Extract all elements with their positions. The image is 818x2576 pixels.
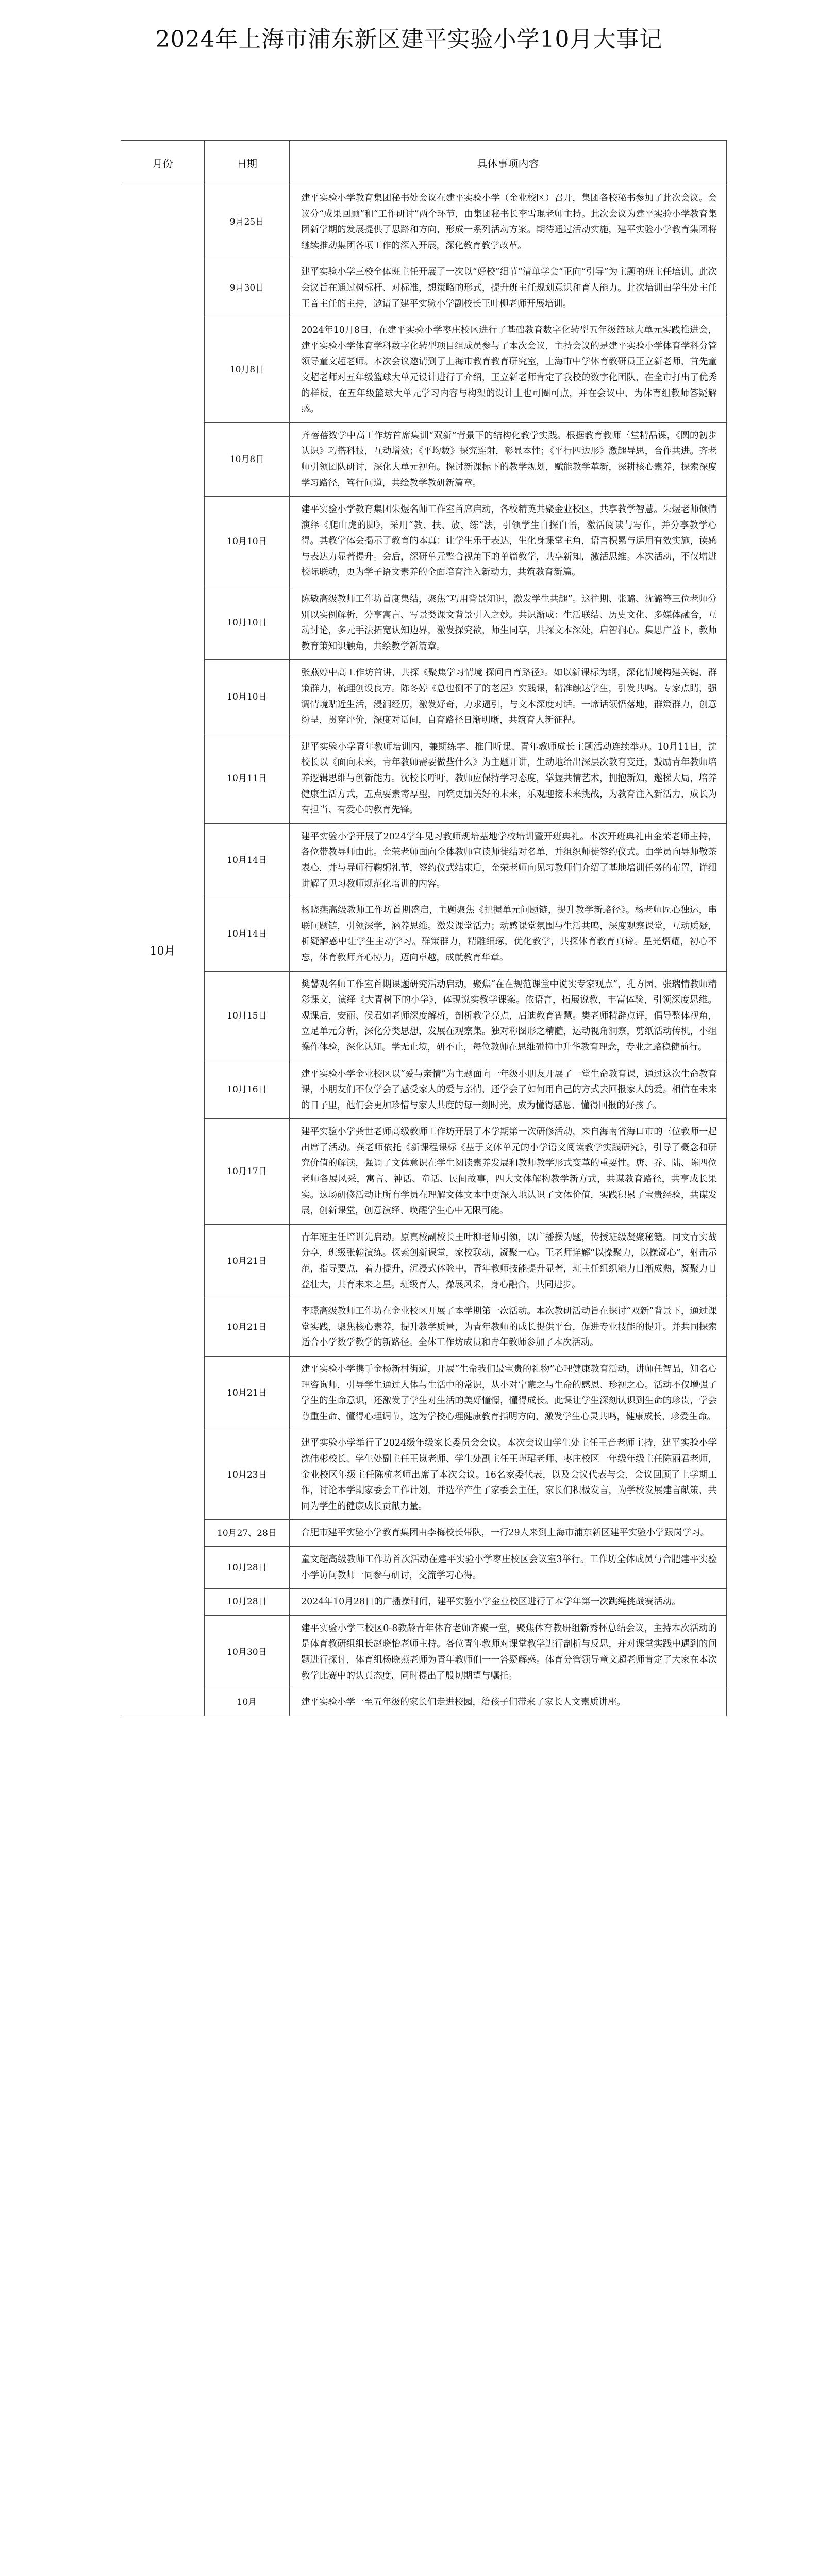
table-row	[121, 586, 727, 660]
content-cell: 陈敏高级教师工作坊首度集结，聚焦“巧用背景知识，激发学生共趣”。这往期、张璐、沈潞等三位老师分别以实例解析，分享寓言、写景类课文背景引入之妙。共识渐成：生活联结、历史文化、多媒体融合，互动讨论，多元手法拓宽认知边界，激发探究欲，师生同享，共探文本深处，启智润心。集思广益下，教师教育策知识触角，共绘教学新篇章。	[290, 586, 727, 660]
content-cell: 建平实验小学携手金杨新村街道，开展“生命我们最宝贵的礼物”心理健康教育活动，讲师任智晶，知名心理咨询师，引导学生通过人体与生活中的常识，从小对宁蒙之与生命的感恩、珍视之心。活动不仅增强了学生的生命意识，还激发了学生对生活的美好憧憬，懂得成长。此课让学生深刻认识到生命的珍贵，学会尊重生命、懂得心理调节，这为学校心理健康教育指明方向，激发学生心灵共鸣，健康成长，珍爱生命。	[290, 1357, 727, 1430]
table-row	[121, 185, 727, 259]
date-cell: 10月21日	[205, 1224, 290, 1298]
content-cell: 建平实验小学龚世老师高级教师工作坊开展了本学期第一次研修活动，来自海南省海口市的三位教师一起出席了活动。龚老师依托《新课程课标《基于文体单元的小学语文阅读教学实践研究》，引导了概念和研究价值的解读，强调了文体意识在学生阅读素养发展和教师教学形式变革的重要性。唐、乔、陆、陈四位老师各展风采，寓言、神话、童话、民间故事，四大文体解构教学新方式，共谋教育路径，共享成长果实。这场研修活动让所有学员在理解文体文本中更深入地认识了文体价值，实践积累了宝贵经验，共谋发展，创新课堂，创意演绎、唤醒学生心中无限可能。	[290, 1119, 727, 1225]
table-row	[121, 1357, 727, 1430]
content-cell: 合肥市建平实验小学教育集团由李梅校长带队，一行29人来到上海市浦东新区建平实验小学跟岗学习。	[290, 1520, 727, 1547]
table-row	[121, 259, 727, 317]
content-cell: 李璟高级教师工作坊在金业校区开展了本学期第一次活动。本次教研活动旨在探讨“双新”背景下，通过课堂实践，聚焦核心素养，提升教学质量，为青年教师的成长提供平台，促进专业技能的提升。并共同探索适合小学数学教学的新路径。全体工作坊成员和青年教师参加了本次活动。	[290, 1298, 727, 1357]
content-cell: 张燕婷中高工作坊首讲，共探《聚焦学习情境 探问自育路径》。如以新课标为纲，深化情境构建关键，群策群力，梳理创设良方。陈冬婷《总也倒不了的老屋》实践课，精准触达学生，引发共鸣。专家点睛，强调情境贴近生活，浸润经历，激发好奇，力求逼引，与文本深度对话。一席话领悟落地，群策群力，创意纷呈，贯穿评价，深度对话间，自育路径日渐明晰，共筑育人新征程。	[290, 660, 727, 734]
table-row	[121, 1119, 727, 1225]
content-cell: 建平实验小学三校区0-8教龄青年体育老师齐聚一堂，聚焦体育教研组新秀杯总结会议，主持本次活动的是体育教研组组长赵晓怡老师主持。各位青年教师对课堂教学进行剖析与反思，并对课堂实践中遇到的问题进行探讨，体育组杨晓燕老师为青年教师们一一答疑解惑。体育分管领导童文超老师肯定了大家在本次教学比赛中的认真态度，同时提出了殷切期望与嘱托。	[290, 1615, 727, 1689]
content-cell: 建平实验小学青年教师培训内，兼期练字、推门听课、青年教师成长主题活动连续举办。10月11日，沈校长以《面向未来，青年教师需要做些什么》为主题开讲，生动地给出深层次教育变迁，鼓励青年教师培养逻辑思维与创新能力。沈校长呼吁，教师应保持学习态度，掌握共情艺术，拥抱新知，邀梯大局，培养健康生活方式，五点要素寄厚望，同筑更加美好的未来，乐观迎接未来挑战，为教育注入新活力，成长为有担当、有爱心的教育先锋。	[290, 734, 727, 823]
table-row	[121, 660, 727, 734]
table-row	[121, 1546, 727, 1588]
date-cell: 10月16日	[205, 1061, 290, 1119]
date-cell: 10月8日	[205, 317, 290, 423]
date-cell: 10月10日	[205, 660, 290, 734]
date-cell: 10月	[205, 1689, 290, 1716]
content-cell: 建平实验小学金业校区以“爱与亲情”为主题面向一年级小朋友开展了一堂生命教育课，通过这次生命教育课，小朋友们不仅学会了感受家人的爱与亲情，还学会了如何用自己的方式去回报家人的爱。相信在未来的日子里，他们会更加珍惜与家人共度的每一刻时光，成为懂得感恩、懂得回报的好孩子。	[290, 1061, 727, 1119]
table-row	[121, 1430, 727, 1520]
date-cell: 10月27、28日	[205, 1520, 290, 1547]
content-cell: 建平实验小学教育集团秘书处会议在建平实验小学（金业校区）召开，集团各校秘书参加了此次会议。会议分“成果回顾”和“工作研讨”两个环节，由集团秘书长李雪琨老师主持。此次会议为建平实验小学教育集团新学期的发展提供了思路和方向，形成一系列活动方案。期待通过活动实施，建平实验小学教育集团将继续推动集团各项工作的深入开展，深化教育教学改革。	[290, 185, 727, 259]
page-title: 2024年上海市浦东新区建平实验小学10月大事记	[155, 26, 663, 53]
table-row	[121, 1615, 727, 1689]
date-cell: 10月21日	[205, 1298, 290, 1357]
content-cell: 樊馨观名师工作室首期课题研究活动启动，聚焦“在在规范课堂中说实专家观点”，孔方园、张瑞情教师精彩课文，演绎《大青树下的小学》，体现说实教学课案。依语言，拓展说教，丰富体验，引领深度思维。观课后，安丽、侯君如老师深度解析，剖析教学亮点，启迪教育智慧。樊老师精辟点评，倡导整体视角，立足单元分析，深化分类思想，发展在观察集。独对称图形之精髓，运动视角洞察，剪纸活动传机，小组操作体验，深化认知。学无止境，研不止，每位教师在思维碰撞中升华教育理念，专业之路稳健前行。	[290, 971, 727, 1061]
date-cell: 9月30日	[205, 259, 290, 317]
month-cell: 10月	[121, 185, 205, 1716]
date-cell: 10月14日	[205, 823, 290, 897]
events-table	[121, 140, 727, 1716]
table-row	[121, 734, 727, 823]
header-content: 具体事项内容	[290, 141, 727, 185]
date-cell: 10月14日	[205, 897, 290, 971]
content-cell: 杨晓燕高级教师工作坊首期盛启，主题聚焦《把握单元问题链，提升教学新路径》。杨老师匠心独运，串联问题链，引领深学，涵养思维。激发课堂活力；动感课堂氛围与生活共鸣，深度观察课堂，互动质疑，析疑解惑中让学生主动学习。群策群力，精雕细琢，优化教学，共探体育教育真谛。星光熠耀，初心不忘，体育教师齐心协力，迈向卓越，成就教育华章。	[290, 897, 727, 971]
table-row	[121, 1520, 727, 1547]
date-cell: 9月25日	[205, 185, 290, 259]
table-row	[121, 897, 727, 971]
content-cell: 建平实验小学教育集团朱煜名师工作室首席启动，各校精英共聚金业校区，共享教学智慧。朱煜老师倾情演绎《爬山虎的脚》，采用“教、扶、放、练”法，引领学生自探自悟，激活阅读与写作，并分享教学心得。其教学体会揭示了教育的本真：让学生乐于表达，生化身课堂主角，语言积累与运用有效实施，读感与表达力显著提升。会后，深研单元整合视角下的单篇教学，共享新知，激活思维。本次活动，不仅增进校际联动，更为学子语文素养的全面培育注入新动力，共筑教育新篇。	[290, 497, 727, 586]
events-table-body	[121, 185, 727, 1716]
content-cell: 建平实验小学开展了2024学年见习教师规培基地学校培训暨开班典礼。本次开班典礼由金荣老师主持，各位带教导师由此。金荣老师面向全体教师宣读师徒结对名单，并组织师徒签约仪式。由学员向导师敬茶表心，并与导师行鞠躬礼节，签约仪式结束后，金荣老师向见习教师们介绍了基地培训任务的布置，详细讲解了见习教师规范化培训的内容。	[290, 823, 727, 897]
table-row	[121, 497, 727, 586]
date-cell: 10月28日	[205, 1589, 290, 1616]
header-date: 日期	[205, 141, 290, 185]
table-row	[121, 1689, 727, 1716]
content-cell: 建平实验小学举行了2024级年级家长委员会会议。本次会议由学生处主任王音老师主持，建平实验小学沈伟彬校长、学生处副主任王岚老师、学生处副主任王瑾珺老师、枣庄校区一年级年级主任陈丽君老师，金业校区年级主任陈杭老师出席了本次会议。16名家委代表，以及会议代表与会，会议回顾了上学期工作，讨论本学期家委会工作计划，并选举产生了家委会主任，家长们积极发言，为学校发展建言献策，共同为学生的健康成长贡献力量。	[290, 1430, 727, 1520]
date-cell: 10月15日	[205, 971, 290, 1061]
date-cell: 10月23日	[205, 1430, 290, 1520]
table-row	[121, 1061, 727, 1119]
content-cell: 童文超高级教师工作坊首次活动在建平实验小学枣庄校区会议室3举行。工作坊全体成员与合肥建平实验小学访问教师一同参与研讨，交流学习心得。	[290, 1546, 727, 1588]
header-month: 月份	[121, 141, 205, 185]
table-row	[121, 1589, 727, 1616]
content-cell: 2024年10月8日，在建平实验小学枣庄校区进行了基础教育数字化转型五年级篮球大单元实践推进会，建平实验小学体育学科数字化转型项目组成员参与了本次会议，主持会议的是建平实验小学体育学科分管领导童文超老师。本次会议邀请到了上海市教育教育研究室，上海市中学体育教研员王立新老师，首先童文超老师对五年级篮球大单元设计进行了介绍，王立新老师肯定了我校的数字化团队，在全市打出了优秀的样板，在五年级篮球大单元学习内容与构架的设计上也可圈可点，并在会议中，为体育组教师答疑解惑。	[290, 317, 727, 423]
table-row	[121, 971, 727, 1061]
date-cell: 10月8日	[205, 422, 290, 496]
table-row	[121, 823, 727, 897]
content-cell: 齐蓓蓓数学中高工作坊首席集训“双新”背景下的结构化教学实践。根据教育教师三堂精品课，《圆的初步认识》巧搭科技，互动增效；《平均数》探究连射，彰显本性；《平行四边形》激趣导思，合作共进。齐老师引领团队研讨，深化大单元视角。探讨新课标下的教学规划，赋能教学革新，深耕核心素养，探索深度学习路径，笃行问道，共绘教学教研新篇章。	[290, 422, 727, 496]
content-cell: 青年班主任培训先启动。原真校副校长王叶柳老师引领，以广播操为题，传授班级凝聚秘籍。同文青实战分享，班级张翰演练。探索创新课堂，家校联动，凝聚一心。王老师详解“以操聚力，以操凝心”，射击示范，指导要点，着力提升，沉浸式体验中，青年教师技能提升显著，班主任组织能力日渐成熟，凝聚力日益壮大，共育未来之星。班级育人，操展风采，身心融合，共同进步。	[290, 1224, 727, 1298]
date-cell: 10月11日	[205, 734, 290, 823]
table-header-row	[121, 141, 727, 185]
table-row	[121, 422, 727, 496]
table-row	[121, 1224, 727, 1298]
content-cell: 建平实验小学一至五年级的家长们走进校园，给孩子们带来了家长人文素质讲座。	[290, 1689, 727, 1716]
date-cell: 10月17日	[205, 1119, 290, 1225]
date-cell: 10月21日	[205, 1357, 290, 1430]
date-cell: 10月30日	[205, 1615, 290, 1689]
date-cell: 10月10日	[205, 497, 290, 586]
table-row	[121, 1298, 727, 1357]
table-row	[121, 317, 727, 423]
date-cell: 10月28日	[205, 1546, 290, 1588]
date-cell: 10月10日	[205, 586, 290, 660]
content-cell: 2024年10月28日的广播操时间，建平实验小学金业校区进行了本学年第一次跳绳挑战赛活动。	[290, 1589, 727, 1616]
content-cell: 建平实验小学三校全体班主任开展了一次以“好校”细节“清单学会“正向”引导”为主题的班主任培训。此次会议旨在通过树标杆、对标准，想策略的形式，提升班主任规划意识和育人能力。此次培训由学生处主任王音主任的主持，邀请了建平实验小学副校长王叶柳老师开展培训。	[290, 259, 727, 317]
